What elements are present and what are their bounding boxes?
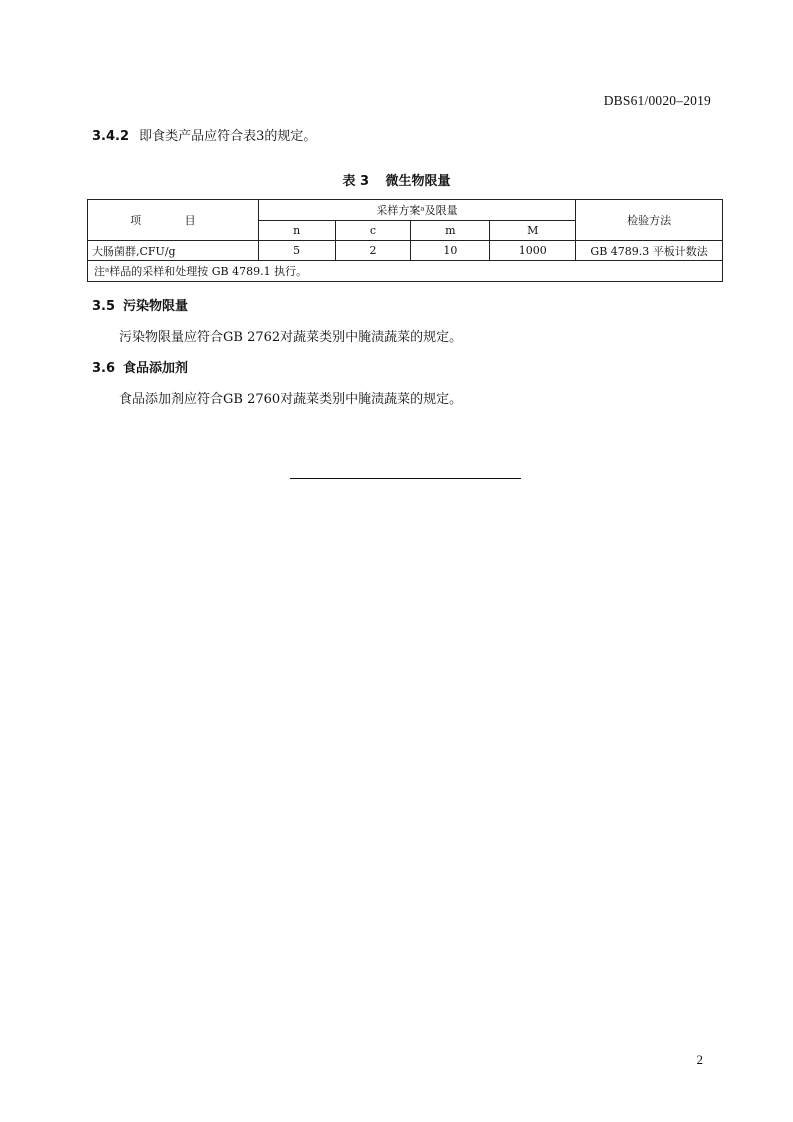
- section-title: 污染物限量: [123, 299, 189, 314]
- table-caption: [0, 170, 793, 189]
- section-3-5-heading: [92, 298, 188, 316]
- header-m: m: [411, 221, 490, 241]
- section-3-5-text: 污染物限量应符合GB 2762对蔬菜类别中腌渍蔬菜的规定。: [119, 330, 463, 345]
- header-c: c: [335, 221, 411, 241]
- clause-text: 即食类产品应符合表3的规定。: [139, 129, 317, 144]
- section-number: 3.6: [92, 361, 116, 376]
- cell-M: 1000: [490, 241, 576, 261]
- section-3-6-text: 食品添加剂应符合GB 2760对蔬菜类别中腌渍蔬菜的规定。: [119, 392, 463, 407]
- cell-n: 5: [258, 241, 335, 261]
- microbial-limits-table: [87, 199, 723, 282]
- cell-method: GB 4789.3 平板计数法: [576, 241, 723, 261]
- table-caption-number: 表 3: [342, 174, 370, 189]
- cell-m: 10: [411, 241, 490, 261]
- table-note: 注ᵃ样品的采样和处理按 GB 4789.1 执行。: [88, 261, 723, 282]
- header-M: M: [490, 221, 576, 241]
- cell-c: 2: [335, 241, 411, 261]
- header-n: n: [258, 221, 335, 241]
- table-caption-title: 微生物限量: [385, 174, 451, 189]
- table-row: [88, 241, 723, 261]
- header-sampling-plan: 采样方案ᵃ及限量: [258, 200, 575, 221]
- clause-number: 3.4.2: [92, 129, 130, 144]
- standard-code: DBS61/0020–2019: [603, 93, 711, 108]
- header-method: 检验方法: [576, 200, 723, 241]
- section-number: 3.5: [92, 299, 116, 314]
- section-title: 食品添加剂: [123, 361, 189, 376]
- cell-item: 大肠菌群,CFU/g: [88, 241, 259, 261]
- section-3-6-heading: [92, 360, 188, 378]
- end-of-document-rule: [290, 478, 521, 479]
- clause-3-4-2: [92, 128, 316, 146]
- page-number: 2: [696, 1052, 703, 1067]
- header-item: 项 目: [88, 200, 259, 241]
